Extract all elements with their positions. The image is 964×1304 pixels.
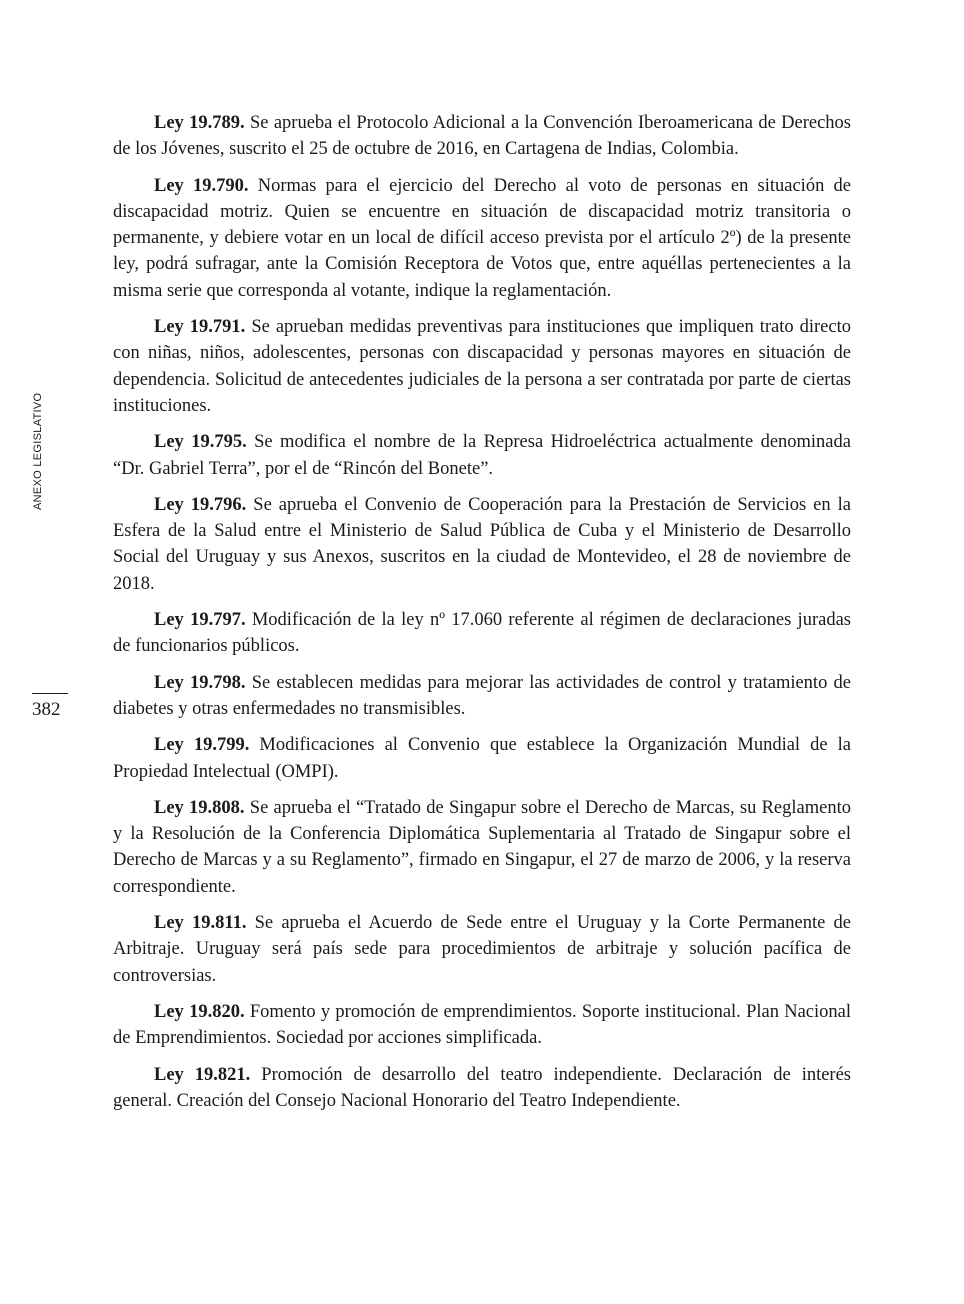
law-entry xyxy=(113,429,851,482)
law-number: Ley 19.797. xyxy=(154,610,246,631)
law-number: Ley 19.791. xyxy=(154,317,246,338)
law-description: Promoción de desarrollo del teatro independiente. Declaración de interés general. Creación del Consejo Nacional Honorario del Teatro Independiente. xyxy=(113,1064,851,1111)
law-entry xyxy=(113,314,851,419)
law-description: Modificaciones al Convenio que establece la Organización Mundial de la Propiedad Intelectual (OMPI). xyxy=(113,735,851,782)
law-description: Se aprueban medidas preventivas para instituciones que impliquen trato directo con niñas, niños, adolescentes, personas con discapacidad y personas mayores en situación de dependencia. Solicitud de antecedentes judiciales de la persona a ser contratada por parte de ciertas instituciones. xyxy=(113,317,851,416)
law-number: Ley 19.789. xyxy=(154,113,245,133)
law-number: Ley 19.820. xyxy=(154,1001,245,1022)
law-description: Se modifica el nombre de la Represa Hidroeléctrica actualmente denominada “Dr. Gabriel Terra”, por el de “Rincón del Bonete”. xyxy=(113,432,851,479)
law-entry xyxy=(113,607,851,660)
section-label: ANEXO LEGISLATIVO xyxy=(32,392,44,510)
law-number: Ley 19.811. xyxy=(154,913,247,934)
law-description: Normas para el ejercicio del Derecho al voto de personas en situación de discapacidad motriz. Quien se encuentre en situación de discapacidad motriz transitoria o permanente, y debiere votar en un local de difícil acceso prevista por el artículo 2º) de la presente ley, podrá sufragar, ante la Comisión Receptora de Votos que, entre aquéllas pertenecientes a la misma serie que corresponda al votante, indique la reglamentación. xyxy=(113,175,851,301)
law-entry xyxy=(113,492,851,597)
law-description: Se aprueba el Convenio de Cooperación para la Prestación de Servicios en la Esfera de la Salud entre el Ministerio de Salud Pública de Cuba y el Ministerio de Desarrollo Social del Uruguay y sus Anexos, suscritos en la ciudad de Montevideo, el 28 de noviembre de 2018. xyxy=(113,494,851,594)
law-entry xyxy=(113,795,851,900)
law-description: Se aprueba el “Tratado de Singapur sobre el Derecho de Marcas, su Reglamento y la Resolución de la Conferencia Diplomática Suplementaria al Tratado de Singapur sobre el Derecho de Marcas y a su Reglamento”, firmado en Singapur, el 27 de marzo de 2006, y la reserva correspondiente. xyxy=(113,797,851,897)
law-description: Fomento y promoción de emprendimientos. Soporte institucional. Plan Nacional de Emprendimientos. Sociedad por acciones simplificada. xyxy=(113,1001,851,1049)
law-number: Ley 19.798. xyxy=(154,672,246,693)
law-entry xyxy=(113,173,851,304)
law-description: Se aprueba el Protocolo Adicional a la Convención Iberoamericana de Derechos de los Jóvenes, suscrito el 25 de octubre de 2016, en Cartagena de Indias, Colombia. xyxy=(113,113,851,160)
law-entry xyxy=(113,999,851,1052)
law-number: Ley 19.821. xyxy=(154,1064,251,1085)
law-number: Ley 19.795. xyxy=(154,432,247,453)
law-number: Ley 19.790. xyxy=(154,175,249,196)
law-description: Se establecen medidas para mejorar las actividades de control y tratamiento de diabetes y otras enfermedades no transmisibles. xyxy=(113,672,851,719)
law-description: Modificación de la ley nº 17.060 referente al régimen de declaraciones juradas de funcionarios públicos. xyxy=(113,610,851,657)
law-description: Se aprueba el Acuerdo de Sede entre el Uruguay y la Corte Permanente de Arbitraje. Uruguay será país sede para procedimientos de arbitraje y solución pacífica de controversias. xyxy=(113,913,851,986)
law-number: Ley 19.796. xyxy=(154,494,247,515)
law-list xyxy=(113,110,851,1124)
law-entry xyxy=(113,670,851,723)
page-number-rule xyxy=(32,693,68,694)
law-entry xyxy=(113,1062,851,1115)
law-entry xyxy=(113,910,851,989)
law-number: Ley 19.799. xyxy=(154,735,250,756)
page-number: 382 xyxy=(32,699,61,720)
law-entry xyxy=(113,110,851,163)
law-number: Ley 19.808. xyxy=(154,797,245,818)
law-entry xyxy=(113,732,851,785)
